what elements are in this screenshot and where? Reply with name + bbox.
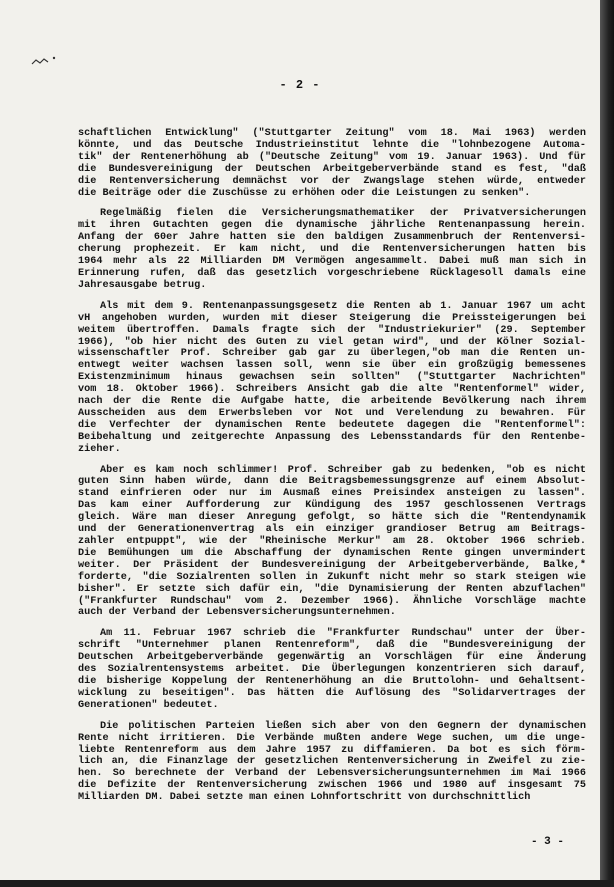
text-line: die bisherige Koppelung der Rentenerhöhung an die Bruttolohn- und Gehaltsent-	[78, 675, 586, 687]
text-line: Beibehaltung und zeitgerechte Anpassung des Lebensstandards für den Rentenbe-	[78, 431, 586, 443]
text-line: Regelmäßig fielen die Versicherungsmathematiker der Privatversicherungen	[100, 208, 586, 220]
text-line: Die Bemühungen um die Abschaffung der dynamischen Rente gingen unvermindert	[78, 547, 586, 559]
body-text	[78, 128, 586, 813]
scan-corner-mark	[30, 54, 60, 68]
text-line: Erinnerung rufen, daß das gesetzlich vorgeschriebene Rücklagesoll damals eine	[78, 267, 586, 279]
text-line: Aber es kam noch schlimmer! Prof. Schreiber gab zu bedenken, "ob es nicht	[100, 464, 586, 476]
text-line: Das kam einer Aufforderung zur Kündigung des 1957 geschlossenen Vertrags	[78, 500, 586, 512]
scan-edge-right	[600, 0, 614, 887]
text-line: die Verfechter der dynamischen Rente bedeutete dagegen die "Rentenformel":	[78, 419, 586, 431]
text-line: Jahresausgabe betrug.	[78, 279, 207, 291]
page-number: - 2 -	[279, 78, 321, 92]
text-line: hen. So berechnete der Verband der Lebensversicherungsunternehmen im Mai 1966	[78, 768, 586, 780]
text-line: und der Generationenvertrag als ein einziger grandioser Betrug am Beitrags-	[78, 524, 586, 536]
text-line: nach der die Rente die Aufgabe hatte, die arbeitende Bevölkerung nach ihrem	[78, 396, 586, 408]
text-line: auch der Verband der Lebensversicherungsunternehmen.	[78, 607, 396, 619]
text-line: die Rentenversicherung demnächst vor der Zwangslage stehen würde, entweder	[78, 175, 586, 187]
text-line: Anfang der 60er Jahre hatten sie den baldigen Zusammenbruch der Rentenversi-	[78, 232, 586, 244]
text-line: gleich. Wäre man dieser Anregung gefolgt, so hätte sich die "Rentendynamik	[78, 512, 586, 524]
text-line: tik" der Rentenerhöhung ab ("Deutsche Zeitung" vom 19. Januar 1963). Und für	[78, 151, 586, 163]
scan-edge-bottom	[0, 880, 614, 887]
text-line: liebte Rentenreform aus dem Jahre 1957 zu diffamieren. Da bot es sich förm-	[78, 744, 586, 756]
text-line: lich an, die Finanzlage der gesetzlichen Rentenversicherung in Zweifel zu zie-	[78, 756, 586, 768]
text-line: zieher.	[78, 443, 121, 455]
text-line: stand einfrieren oder nur im Ausmaß eines Preisindex ansteigen zu lassen".	[78, 488, 586, 500]
text-line: Am 11. Februar 1967 schrieb die "Frankfurter Rundschau" unter der Über-	[100, 628, 586, 640]
paragraph	[78, 208, 586, 291]
text-line: könnte, und das Deutsche Industrieinstitut lehnte die "lohnbezogene Automa-	[78, 139, 586, 151]
paragraph	[78, 301, 586, 456]
text-line: Generationen" bedeutet.	[78, 699, 219, 711]
text-line: schaftlichen Entwicklung" ("Stuttgarter Zeitung" vom 18. Mai 1963) werden	[78, 128, 586, 139]
text-line: ("Frankfurter Rundschau" vom 2. Dezember 1966). Ähnliche Vorschläge machte	[78, 595, 586, 607]
text-line: die Bundesvereinigung der Deutschen Arbeitgeberverbände stand es fest, "daß	[78, 163, 586, 175]
text-line: 1966), "ob hier nicht des Guten zu viel getan wird", und der Kölner Sozial-	[78, 336, 586, 348]
text-line: entwegt weiter wachsen lassen soll, wenn sie über ein großzügig bemessenes	[78, 360, 586, 372]
text-line: Als mit dem 9. Rentenanpassungsgesetz die Renten ab 1. Januar 1967 um acht	[100, 300, 586, 312]
paragraph	[78, 128, 586, 199]
text-line: die Defizite der Rentenversicherung zwischen 1966 und 1980 auf insgesamt 75	[78, 780, 586, 792]
paragraph	[78, 628, 586, 711]
paragraph	[78, 721, 586, 804]
text-line: forderte, "die Sozialrenten sollen in Zukunft nicht mehr so stark steigen wie	[78, 571, 586, 583]
text-line: die Beiträge oder die Zuschüsse zu erhöhen oder die Leistungen zu senken".	[78, 187, 531, 199]
text-line: Deutschen Arbeitgeberverbände gegenwärtig an Vorschlägen für eine Änderung	[78, 652, 586, 664]
text-line: vH angehoben wurden, wurden mit dieser Steigerung die Preissteigerungen bei	[78, 312, 586, 324]
text-line: Milliarden DM. Dabei setzte man einen Lohnfortschritt von durchschnittlich	[78, 792, 531, 804]
text-line: vom 18. Oktober 1966). Schreibers Ansicht gab die alte "Rentenformel" wider,	[78, 384, 586, 396]
text-line: mit ihren Gutachten gegen die dynamische jährliche Rentenanpassung herein.	[78, 220, 586, 232]
text-line: 1964 mehr als 22 Milliarden DM Vermögen angesammelt. Dabei muß man sich in	[78, 256, 586, 268]
paragraph	[78, 465, 586, 620]
text-line: Die politischen Parteien ließen sich aber von den Gegnern der dynamischen	[100, 720, 586, 732]
text-line: Rente nicht irritieren. Die Verbände mußten andere Wege suchen, um die unge-	[78, 732, 586, 744]
text-line: Ausscheiden aus dem Erwerbsleben vor Not und Verelendung zu bewahren. Für	[78, 407, 586, 419]
continuation-marker: - 3 -	[530, 836, 564, 848]
text-line: bisher". Er setzte sich dafür ein, "die Dynamisierung der Renten abzuflachen"	[78, 583, 586, 595]
text-line: Existenzminimum hinaus gewachsen sein sollten" ("Stuttgarter Nachrichten"	[78, 372, 586, 384]
text-line: wissenschaftler Prof. Schreiber gab gar zu überlegen,"ob man die Renten un-	[78, 348, 586, 360]
text-line: weitem übertroffen. Damals fragte sich der "Industriekurier" (29. September	[78, 324, 586, 336]
text-line: guten Sinn haben würde, dann die Beitragsbemessungsgrenze auf einem Absolut-	[78, 476, 586, 488]
text-line: zahler entpuppt", wie der "Rheinische Merkur" am 28. Oktober 1966 schrieb.	[78, 536, 586, 547]
text-line: wicklung zu beseitigen". Das hätten die Auflösung des "Solidarvertrages der	[78, 687, 586, 699]
text-line: weiter. Der Präsident der Bundesvereinigung der Arbeitgeberverbände, Balke,*	[78, 559, 586, 571]
text-line: cherung prophezeit. Er kam nicht, und die Rentenversicherungen hatten bis	[78, 244, 586, 256]
text-line: schrift "Unternehmer planen Rentenreform", daß die "Bundesvereinigung der	[78, 640, 586, 652]
text-line: des Sozialrentensystems arbeitet. Die Überlegungen konzentrieren sich darauf,	[78, 664, 586, 676]
